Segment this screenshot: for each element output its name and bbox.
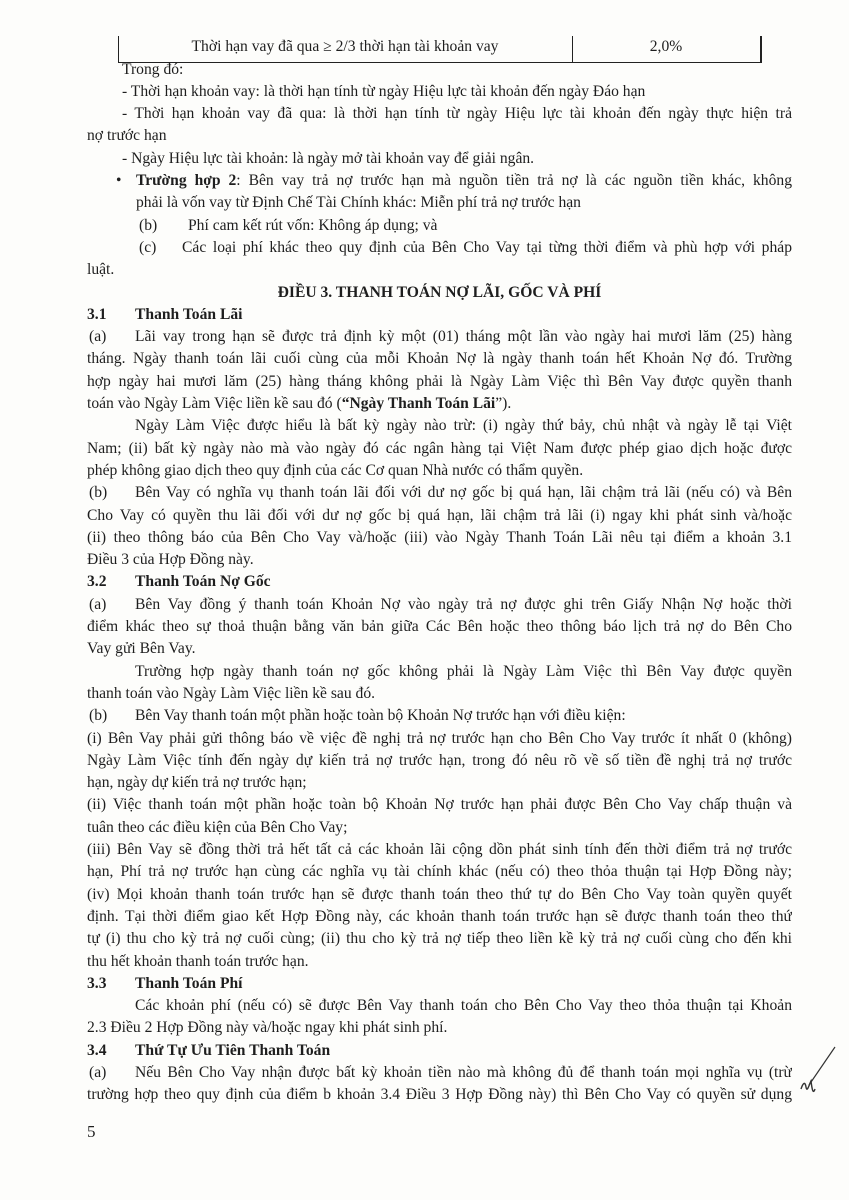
line-text [87,505,792,527]
text-line [0,505,849,527]
line-text [188,215,437,237]
section-heading [0,304,849,326]
text-run: Các khoản phí (nếu có) sẽ được Bên Vay thanh toán cho Bên Cho Vay theo thỏa thuận tại Khoản [135,997,792,1015]
text-line [0,170,849,192]
item-label: (b) [89,484,108,502]
text-run: luật. [87,261,115,279]
line-text [87,861,792,883]
line-text [87,951,309,973]
text-run: tháng. Ngày thanh toán lãi cuối cùng của mỗi Khoản Nợ là ngày thanh toán hết Khoản Nợ đó. Trường [87,350,792,368]
item-label: (a) [89,328,107,346]
line-text [135,571,271,593]
line-text [87,884,792,906]
text-line [0,527,849,549]
text-line [0,884,849,906]
bold-text: Trường hợp 2 [136,172,237,189]
text-run: (ii) theo thông báo của Bên Cho Vay và/hoặc (iii) vào Ngày Thanh Toán Lãi nêu tại điểm a khoản 3.1 [87,528,792,546]
text-line [0,103,849,125]
text-run: Bên Vay thanh toán một phần hoặc toàn bộ Khoản Nợ trước hạn với điều kiện: [135,707,626,725]
text-line [0,772,849,794]
text-run: (i) Bên Vay phải gửi thông báo về việc đề nghị trả nợ trước hạn cho Bên Cho Vay trước ít nhất 0 (không) [87,729,792,747]
text-line [0,817,849,839]
item-label: (b) [89,707,108,725]
text-line [0,125,849,147]
line-text [87,839,792,861]
text-line [0,192,849,214]
text-line [0,1017,849,1039]
line-text [135,482,792,504]
text-run: thanh toán vào Ngày Làm Việc liền kề sau đó. [87,684,376,702]
line-text [87,906,792,928]
page-number: 5 [87,1122,96,1141]
line-text [87,616,792,638]
text-line [0,371,849,393]
section-heading [0,973,849,995]
item-label: (c) [139,238,157,256]
line-text [87,1017,447,1039]
line-text [136,192,581,214]
text-line [0,638,849,660]
item-label: 3.3 [87,974,107,992]
text-line [0,1062,849,1084]
text-line [0,482,849,504]
text-run: Phí cam kết rút vốn: Không áp dụng; và [188,216,438,234]
line-text [122,103,792,125]
line-text [87,460,583,482]
text-run: hạn, ngày dự kiến trả nợ trước hạn; [87,774,307,792]
table-cell-fee: 2,0% [649,38,683,55]
text-run: tự (i) thu cho kỳ trả nợ cuối cùng; (ii) thu cho kỳ trả nợ tiếp theo liền kề kỳ trả nợ cuối cùng cho đến khi [87,930,792,948]
text-run: thu hết khoản thanh toán trước hạn. [87,952,309,970]
text-line [0,1084,849,1106]
line-text [135,995,792,1017]
line-text [182,237,792,259]
line-text [122,59,183,81]
text-line [0,594,849,616]
text-run: nợ trước hạn [87,127,167,145]
text-run: định. Tại thời điểm giao kết Hợp Đồng này, các khoản thanh toán trước hạn sẽ được thanh toán theo thứ [87,907,792,925]
line-text [135,1040,330,1062]
text-line [0,81,849,103]
line-text [122,81,645,103]
text-run: 2.3 Điều 2 Hợp Đồng này và/hoặc ngay khi phát sinh phí. [87,1019,448,1037]
bold-text: Thanh Toán Nợ Gốc [135,573,271,591]
text-run: Ngày Làm Việc tính đến ngày dự kiến trả nợ trước hạn, trong đó nêu rõ về số tiền đề nghị trả nợ trước [87,751,792,769]
text-run: (iii) Bên Vay sẽ đồng thời trả hết tất cả các khoản lãi cộng dồn phát sinh tính đến thời điểm trả nợ trước [87,841,792,858]
text-run: - Thời hạn khoản vay đã qua: là thời hạn tính từ ngày Hiệu lực tài khoản đến ngày thực hiện trả [122,105,792,123]
text-run: Trường hợp ngày thanh toán nợ gốc không phải là Ngày Làm Việc thì Bên Vay được quyền [135,662,792,680]
text-line [0,728,849,750]
table-cell-condition: Thời hạn vay đã qua ≥ 2/3 thời hạn tài khoản vay [191,38,499,55]
line-text [87,527,792,549]
text-line [0,215,849,237]
line-text [87,750,792,772]
text-line [0,928,849,950]
text-line [0,750,849,772]
section-heading [0,571,849,593]
text-run: (ii) Việc thanh toán một phần hoặc toàn bộ Khoản Nợ trước hạn phải được Bên Cho Vay chấp thuận và [87,796,792,814]
text-run: hạn, Phí trả nợ trước hạn cùng các nghĩa vụ tài chính khác (nếu có) theo thỏa thuận tại Hợp Đồng này; [87,863,792,881]
text-line [0,237,849,259]
bold-text: “Ngày Thanh Toán Lãi [341,395,496,412]
text-run: ”). [495,395,512,412]
item-label: (a) [89,595,107,613]
line-text [87,438,792,460]
text-line [0,348,849,370]
item-label: (b) [139,216,158,234]
line-text [135,1062,792,1084]
line-text [87,928,792,950]
text-line [0,906,849,928]
bold-text: Thứ Tự Ưu Tiên Thanh Toán [135,1041,331,1059]
line-text [122,148,534,170]
text-line [0,661,849,683]
line-text [135,973,243,995]
text-run: Vay gửi Bên Vay. [87,640,196,658]
line-text [135,304,243,326]
item-label: 3.4 [87,1041,107,1059]
text-line [0,995,849,1017]
text-run: Bên Vay đồng ý thanh toán Khoản Nợ vào ngày trả nợ được ghi trên Giấy Nhận Nợ hoặc thời [135,595,792,613]
text-run: (iv) Mọi khoản thanh toán trước hạn sẽ được thanh toán theo thứ tự do Bên Cho Vay toàn quyền quyết [87,885,792,903]
text-run: phép không giao dịch theo quy định của các Cơ quan Nhà nước có thẩm quyền. [87,461,584,479]
item-label: 3.2 [87,573,107,591]
text-run: Trong đó: [122,60,184,78]
text-run: : Bên vay trả nợ trước hạn mà nguồn tiền trả nợ là các nguồn tiền khác, không [236,172,792,189]
line-text [87,638,196,660]
text-run: Điều 3 của Hợp Đồng này. [87,551,254,569]
section-heading [0,1040,849,1062]
text-run: hợp ngày hai mươi lăm (25) hàng tháng không phải là Ngày Làm Việc thì Bên Vay được quyền thanh [87,372,792,390]
text-run: Các loại phí khác theo quy định của Bên Cho Vay tại từng thời điểm và phù hợp với pháp [182,238,792,256]
line-text [87,348,792,370]
text-run: - Thời hạn khoản vay: là thời hạn tính từ ngày Hiệu lực tài khoản đến ngày Đáo hạn [122,82,646,100]
text-run: - Ngày Hiệu lực tài khoản: là ngày mở tài khoản vay để giải ngân. [122,149,535,167]
text-line [0,861,849,883]
text-line [0,839,849,861]
text-line [0,460,849,482]
item-label: 3.1 [87,305,107,323]
line-text [87,772,307,794]
text-run: tuân theo các điều kiện của Bên Cho Vay; [87,818,348,836]
text-run: Lãi vay trong hạn sẽ được trả định kỳ một (01) tháng một lần vào ngày hai mươi lăm (25) hàng [135,328,792,346]
line-text [135,661,792,683]
text-run: Bên Vay có nghĩa vụ thanh toán lãi đối với dư nợ gốc bị quá hạn, lãi chậm trả lãi (nếu có) và Bên [135,484,792,502]
text-line [0,616,849,638]
text-run: trường hợp theo quy định của điểm b khoản 3.4 Điều 3 Hợp Đồng này) thì Bên Cho Vay có quyền sử dụng [87,1086,792,1104]
line-text [87,125,167,147]
text-run: toán vào Ngày Làm Việc liền kề sau đó ( [87,395,342,412]
bold-text: Thanh Toán Phí [135,974,243,992]
text-run: Ngày Làm Việc được hiểu là bất kỳ ngày nào trừ: (i) ngày thứ bảy, chủ nhật và ngày lễ tại Việt [135,417,792,435]
bold-text: Thanh Toán Lãi [135,305,243,323]
line-text [87,728,792,750]
line-text [136,170,792,192]
line-text [87,371,792,393]
line-text [87,1084,792,1106]
heading-text: ĐIỀU 3. THANH TOÁN NỢ LÃI, GỐC VÀ PHÍ [277,283,602,301]
text-line [0,59,849,81]
item-label: (a) [89,1064,107,1081]
text-run: Nếu Bên Cho Vay nhận được bất kỳ khoản tiền nào mà không đủ để thanh toán mọi nghĩa vụ (trừ [135,1064,792,1081]
text-line [0,794,849,816]
line-text [87,393,511,415]
line-text [87,259,114,281]
text-line [0,326,849,348]
text-line [0,148,849,170]
text-line [0,705,849,727]
line-text [135,415,792,437]
line-text [87,794,792,816]
text-run: phải là vốn vay từ Định Chế Tài Chính khác: Miễn phí trả nợ trước hạn [136,194,581,212]
text-line [0,438,849,460]
text-run: điểm khác theo sự thoả thuận bằng văn bản giữa Các Bên hoặc theo thông báo lịch trả nợ do Bên Cho [87,618,792,635]
line-text [87,817,347,839]
line-text [135,326,792,348]
line-text [135,594,792,616]
line-text [135,705,626,727]
line-text [87,549,254,571]
text-line [0,951,849,973]
signature-initials-icon [795,1045,840,1100]
article-heading [87,282,792,304]
bullet-icon: • [116,172,122,189]
text-line [0,683,849,705]
line-text [87,683,375,705]
text-line [0,549,849,571]
text-run: Nam; (ii) bất kỳ ngày nào mà vào ngày đó các ngân hàng tại Việt Nam được phép giao dịch hoặc được [87,439,792,457]
text-line [0,259,849,281]
text-line [0,415,849,437]
text-line [0,393,849,415]
text-run: Cho Vay có quyền thu lãi đối với dư nợ gốc bị quá hạn, lãi chậm trả lãi (i) ngay khi phát sinh và/hoặc [87,506,792,524]
